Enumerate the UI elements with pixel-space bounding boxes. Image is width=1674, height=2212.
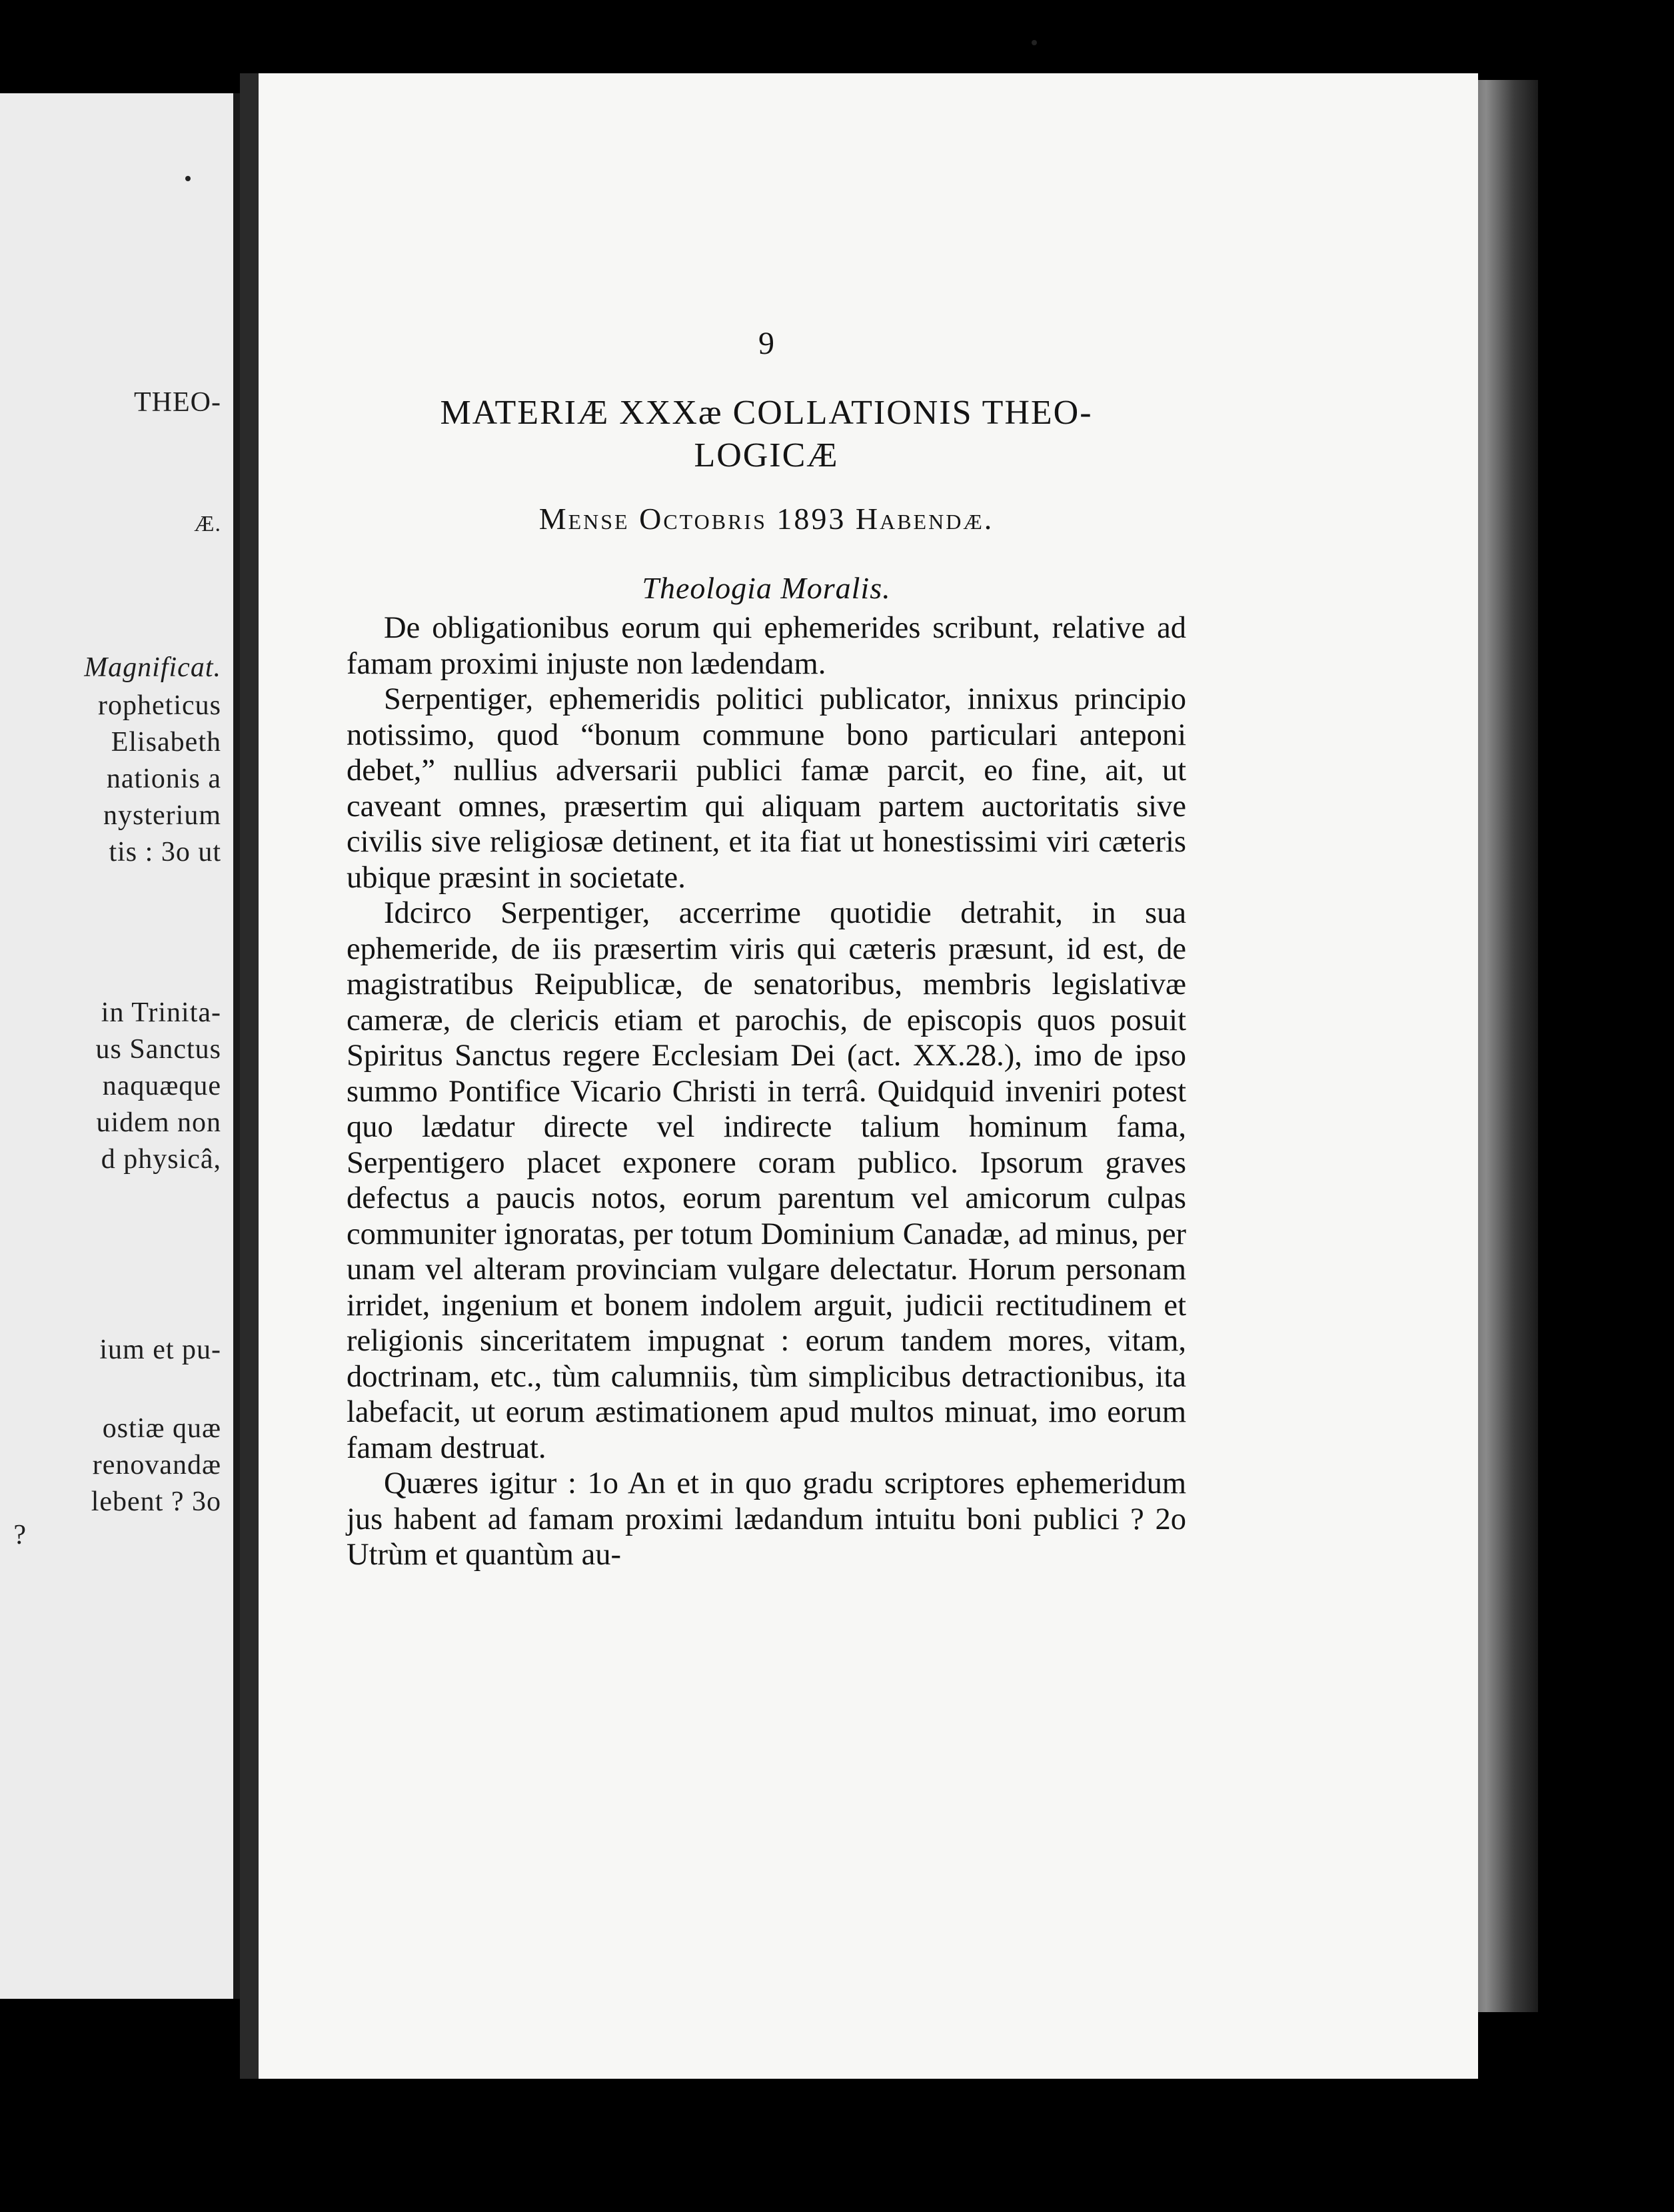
left-page-line: tis : 3o ut bbox=[109, 837, 221, 867]
left-page bbox=[0, 93, 243, 1999]
page-number: 9 bbox=[758, 326, 774, 361]
left-page-line: THEO- bbox=[134, 387, 221, 418]
heading-line: MATERIÆ XXXæ COLLATIONIS THEO- bbox=[440, 394, 1093, 432]
left-page-line: uidem non bbox=[96, 1107, 221, 1138]
scan-speck bbox=[185, 176, 191, 181]
page-subheading: Mense Octobris 1893 Habendæ. bbox=[538, 502, 994, 536]
left-page-line: in Trinita- bbox=[101, 997, 221, 1028]
paragraph: De obligationibus eorum qui ephemerides scribunt, relative ad famam proximi injuste non lædendam. bbox=[347, 611, 1186, 681]
scan-speck bbox=[1032, 40, 1037, 45]
left-page-line: Elisabeth bbox=[111, 727, 221, 758]
page-heading bbox=[347, 392, 1186, 477]
left-page-line: Magnificat. bbox=[84, 652, 221, 683]
paragraph: Idcirco Serpentiger, accerrime quotidie detrahit, in sua ephemeride, de iis præsertim viris qui cæteris præsunt, id est, de magistratibus Reipublicæ, de senatoribus, membris legislativæ cameræ, de clericis etiam et parochis, de episcopis quos posuit Spiritus Sanctus regere Ecclesiam Dei (act. XX.28.), imo de ipso summo Pontifice Vicario Christi in terrâ. Quidquid inveniri potest quo lædatur directe vel indirecte talium hominum fama, Serpentigero placet exponere coram publico. Ipsorum graves defectus a paucis notos, eorum parentum vel amicorum culpas communiter ignoratas, per totum Dominium Canadæ, ad minus, per unam vel alteram provinciam vulgare delectatur. Horum personam irridet, ingenium et bonem indolem arguit, judicii rectitudinem et religionis sinceritatem impugnat : eorum tandem mores, vitam, doctrinam, etc., tùm calumniis, tùm simplicibus detractionibus, ita labefacit, ut eorum æstimationem apud multos minuat, imo eorum famam destruat. bbox=[347, 896, 1186, 1465]
left-page-line: d physicâ, bbox=[101, 1144, 221, 1175]
left-page-line: ? bbox=[13, 1520, 27, 1550]
left-page-line: Æ. bbox=[194, 512, 221, 536]
left-page-line: ropheticus bbox=[98, 690, 221, 721]
left-page-line: ium et pu- bbox=[99, 1335, 221, 1365]
left-page-line: naquæque bbox=[102, 1071, 221, 1101]
body-text bbox=[347, 610, 1186, 1573]
left-page-line: lebent ? 3o bbox=[91, 1486, 221, 1517]
paragraph: Quæres igitur : 1o An et in quo gradu scriptores ephemeridum jus habent ad famam proximi lædandum intuitu boni publici ? 2o Utrùm et quantùm au- bbox=[347, 1466, 1186, 1572]
section-title: Theologia Moralis. bbox=[642, 571, 891, 605]
paragraph: Serpentiger, ephemeridis politici publicator, innixus principio notissimo, quod “bonum commune bono particulari anteponi debet,” nullius adversarii publici famæ parcit, eo fine, ait, ut caveant omnes, præsertim qui aliquam partem auctoritatis sive civilis sive religiosæ detinent, et ita fiat ut honestissimi viri cæteris ubique præsint in societate. bbox=[347, 682, 1186, 895]
heading-line: LOGICÆ bbox=[694, 436, 839, 474]
left-page-line: nationis a bbox=[106, 764, 221, 794]
left-page-line: us Sanctus bbox=[95, 1034, 221, 1065]
left-page-line: ostiæ quæ bbox=[102, 1413, 221, 1444]
left-page-line: renovandæ bbox=[92, 1450, 221, 1480]
left-page-line: nysterium bbox=[103, 800, 221, 831]
